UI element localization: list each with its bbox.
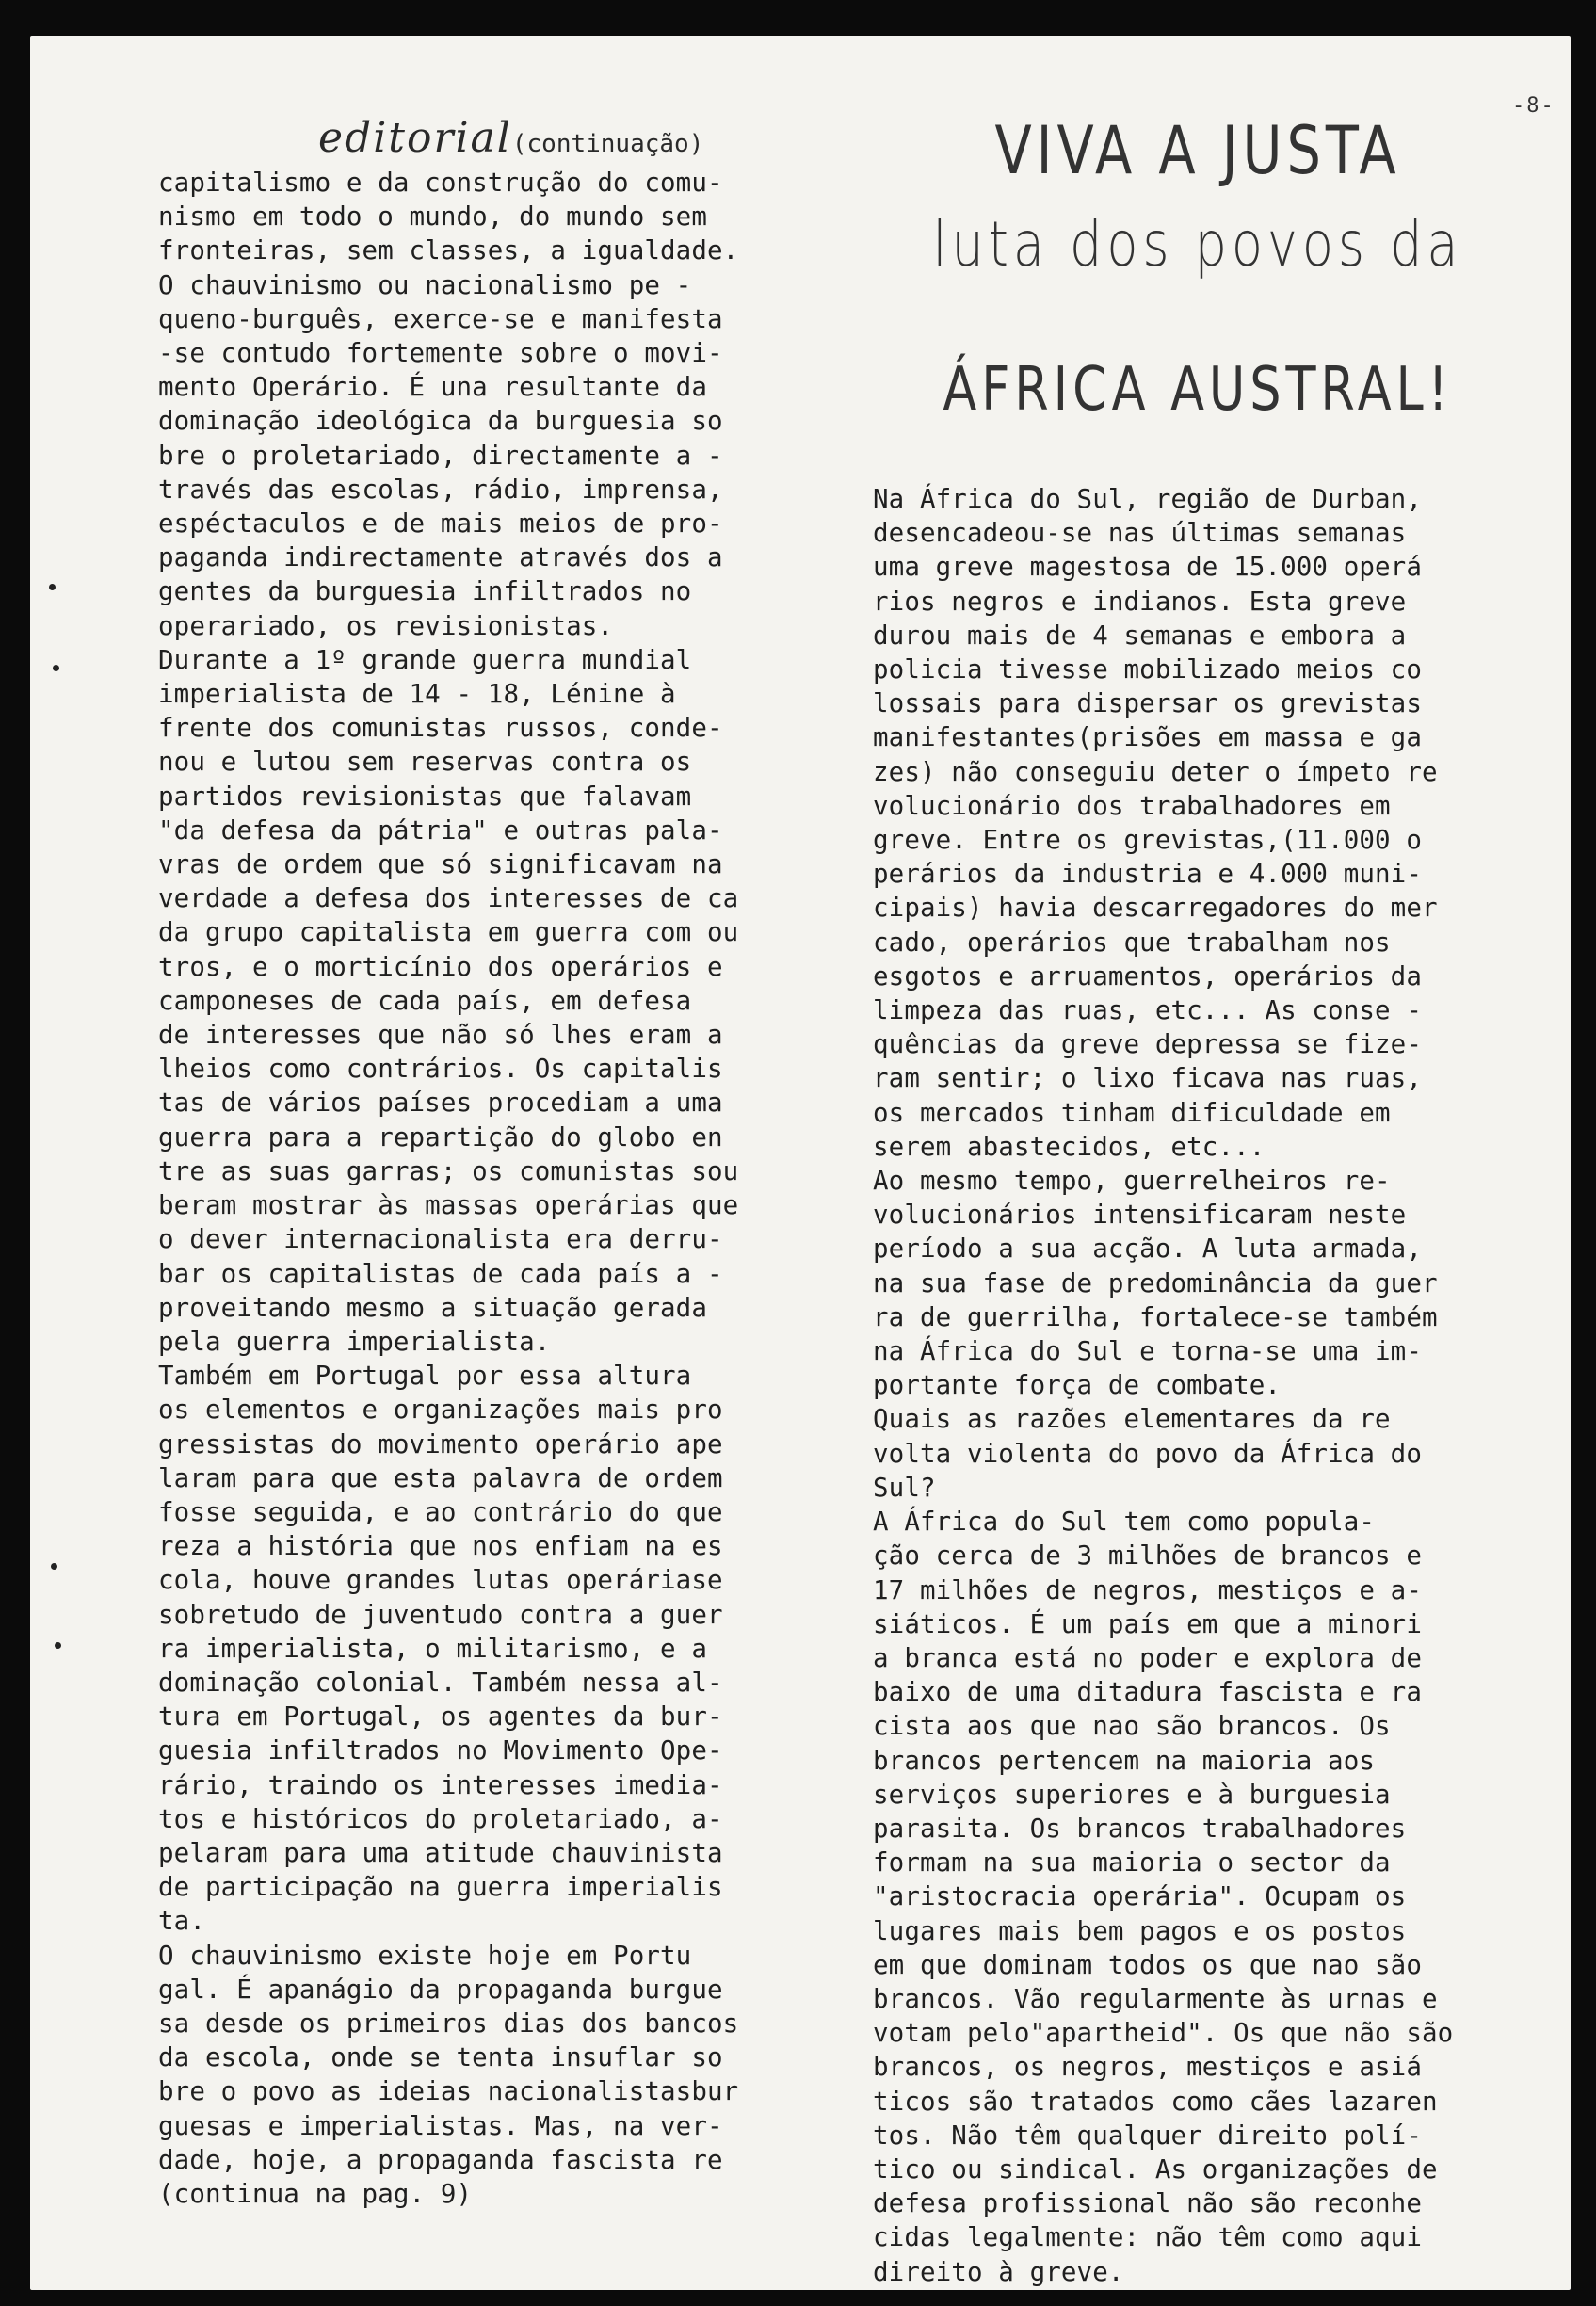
article-text-line: siáticos. É um país em que a minori xyxy=(873,1608,1422,1639)
editorial-text-line: tos e históricos do proletariado, a- xyxy=(158,1803,723,1834)
editorial-text-line: rário, traindo os interesses imedia- xyxy=(158,1769,723,1800)
punch-hole-mark xyxy=(53,665,59,671)
article-text-line: defesa profissional não são reconhe xyxy=(873,2188,1422,2219)
article-text-line: cado, operários que trabalham nos xyxy=(873,927,1391,958)
editorial-text-line: os elementos e organizações mais pro xyxy=(158,1395,723,1426)
article-text-line: Quais as razões elementares da re xyxy=(873,1404,1391,1435)
editorial-text-line: o dever internacionalista era derru- xyxy=(158,1224,723,1255)
editorial-text-line: capitalismo e da construção do comu- xyxy=(158,168,723,198)
article-text-line: cidas legalmente: não têm como aqui xyxy=(873,2222,1422,2253)
editorial-text-line: Também em Portugal por essa altura xyxy=(158,1361,692,1392)
article-text-line: manifestantes(prisões em massa e ga xyxy=(873,722,1422,753)
article-text-line: os mercados tinham dificuldade em xyxy=(873,1097,1391,1128)
editorial-text-line: bar os capitalistas de cada país a - xyxy=(158,1258,723,1289)
article-text-line: cipais) havia descarregadores do mer xyxy=(873,893,1438,924)
article-text-line: tos. Não têm qualquer direito polí- xyxy=(873,2120,1422,2151)
editorial-text-line: tas de vários países procediam a uma xyxy=(158,1088,723,1119)
editorial-text-line: sobretudo de juventudo contra a guer xyxy=(158,1599,723,1630)
editorial-text-line: guerra para a repartição do globo en xyxy=(158,1121,723,1153)
editorial-text-line: laram para que esta palavra de ordem xyxy=(158,1462,723,1493)
editorial-text-line: de interesses que não só lhes eram a xyxy=(158,1020,723,1051)
editorial-text-line: paganda indirectamente através dos a xyxy=(158,542,723,573)
editorial-text-line: lheios como contrários. Os capitalis xyxy=(158,1054,723,1085)
editorial-text-line: Durante a 1º grande guerra mundial xyxy=(158,644,692,675)
editorial-text-line: reza a história que nos enfiam na es xyxy=(158,1531,723,1562)
article-text-line: na África do Sul e torna-se uma im- xyxy=(873,1336,1422,1367)
editorial-text-line: da escola, onde se tenta insuflar so xyxy=(158,2042,723,2073)
editorial-text-line: da grupo capitalista em guerra com ou xyxy=(158,917,739,948)
editorial-text-line: dominação colonial. Também nessa al- xyxy=(158,1667,723,1698)
article-text-line: desencadeou-se nas últimas semanas xyxy=(873,518,1407,549)
editorial-text-line: pela guerra imperialista. xyxy=(158,1326,551,1357)
article-text-line: volucionário dos trabalhadores em xyxy=(873,790,1391,821)
article-text-line: ticos são tratados como cães lazaren xyxy=(873,2086,1438,2117)
headline-line-1: VIVA A JUSTA xyxy=(994,112,1401,189)
article-text-line: ra de guerrilha, fortalece-se também xyxy=(873,1301,1438,1332)
article-text-line: quências da greve depressa se fize- xyxy=(873,1029,1422,1060)
editorial-text-line: sa desde os primeiros dias dos bancos xyxy=(158,2008,739,2039)
editorial-text-line: nou e lutou sem reservas contra os xyxy=(158,747,692,778)
headline-line-2: luta dos povos da xyxy=(932,208,1463,281)
editorial-text-line: tura em Portugal, os agentes da bur- xyxy=(158,1701,723,1733)
article-text-line: volucionários intensificaram neste xyxy=(873,1200,1407,1231)
editorial-text-line: tre as suas garras; os comunistas sou xyxy=(158,1155,739,1186)
page-number: -8- xyxy=(1512,94,1556,118)
article-text-line: lugares mais bem pagos e os postos xyxy=(873,1915,1407,1946)
article-text-line: Na África do Sul, região de Durban, xyxy=(873,484,1422,514)
editorial-text-line: (continua na pag. 9) xyxy=(158,2178,473,2209)
editorial-heading xyxy=(318,111,836,166)
editorial-text-line: vras de ordem que só significavam na xyxy=(158,849,723,880)
editorial-text-line: fosse seguida, e ao contrário do que xyxy=(158,1496,723,1527)
editorial-text-line: fronteiras, sem classes, a igualdade. xyxy=(158,235,739,266)
article-text-line: Sul? xyxy=(873,1472,936,1503)
article-text-line: rios negros e indianos. Esta greve xyxy=(873,586,1407,617)
editorial-text-line: través das escolas, rádio, imprensa, xyxy=(158,474,723,505)
editorial-text-line: dominação ideológica da burguesia so xyxy=(158,406,723,437)
editorial-text-line: guesia infiltrados no Movimento Ope- xyxy=(158,1735,723,1766)
article-text-line: formam na sua maioria o sector da xyxy=(873,1847,1391,1879)
article-text-line: cista aos que nao são brancos. Os xyxy=(873,1711,1391,1742)
editorial-text-line: O chauvinismo existe hoje em Portu xyxy=(158,1940,692,1971)
editorial-continuation-label: (continuação) xyxy=(511,130,704,158)
article-text-line: perários da industria e 4.000 muni- xyxy=(873,859,1422,890)
editorial-text-line: cola, houve grandes lutas operáriase xyxy=(158,1565,723,1596)
editorial-text-line: bre o proletariado, directamente a - xyxy=(158,440,723,471)
editorial-text-line: gressistas do movimento operário ape xyxy=(158,1428,723,1459)
article-text-line: serem abastecidos, etc... xyxy=(873,1131,1266,1162)
article-text-line: parasita. Os brancos trabalhadores xyxy=(873,1813,1407,1844)
editorial-text-line: dade, hoje, a propaganda fascista re xyxy=(158,2144,723,2175)
editorial-text-line: guesas e imperialistas. Mas, na ver- xyxy=(158,2110,723,2141)
article-text-line: greve. Entre os grevistas,(11.000 o xyxy=(873,825,1422,856)
editorial-text-line: -se contudo fortemente sobre o movi- xyxy=(158,338,723,369)
article-text-line: período a sua acção. A luta armada, xyxy=(873,1234,1422,1265)
article-text-line: ram sentir; o lixo ficava nas ruas, xyxy=(873,1063,1422,1094)
article-text-line: policia tivesse mobilizado meios co xyxy=(873,654,1422,685)
article-text-line: direito à greve. xyxy=(873,2256,1124,2287)
editorial-text-line: frente dos comunistas russos, conde- xyxy=(158,713,723,744)
article-text-line: ção cerca de 3 milhões de brancos e xyxy=(873,1540,1422,1572)
article-text-line: brancos pertencem na maioria aos xyxy=(873,1745,1376,1776)
editorial-text-line: partidos revisionistas que falavam xyxy=(158,781,692,812)
editorial-text-line: de participação na guerra imperialis xyxy=(158,1872,723,1903)
article-text-line: votam pelo"apartheid". Os que não são xyxy=(873,2018,1454,2049)
article-text-line: Ao mesmo tempo, guerrelheiros re- xyxy=(873,1166,1391,1197)
editorial-text-line: beram mostrar às massas operárias que xyxy=(158,1190,739,1221)
article-text-line: serviços superiores e à burguesia xyxy=(873,1779,1391,1810)
editorial-text-line: mento Operário. É una resultante da xyxy=(158,372,707,403)
article-text-line: volta violenta do povo da África do xyxy=(873,1438,1422,1469)
editorial-text-line: proveitando mesmo a situação gerada xyxy=(158,1292,707,1323)
article-text-line: brancos. Vão regularmente às urnas e xyxy=(873,1983,1438,2014)
editorial-text-line: gal. É apanágio da propaganda burgue xyxy=(158,1974,723,2005)
article-text-line: zes) não conseguiu deter o ímpeto re xyxy=(873,756,1438,787)
article-text-line: uma greve magestosa de 15.000 operá xyxy=(873,552,1422,583)
article-text-line: brancos, os negros, mestiços e asiá xyxy=(873,2052,1422,2083)
article-text-line: esgotos e arruamentos, operários da xyxy=(873,960,1422,992)
article-text-line: lossais para dispersar os grevistas xyxy=(873,688,1422,719)
editorial-text-line: tros, e o morticínio dos operários e xyxy=(158,951,723,982)
editorial-text-line: ta. xyxy=(158,1906,205,1937)
editorial-text-line: camponeses de cada país, em defesa xyxy=(158,985,692,1016)
editorial-text-line: queno-burguês, exerce-se e manifesta xyxy=(158,303,723,334)
editorial-text-line: espéctaculos e de mais meios de pro- xyxy=(158,508,723,540)
editorial-title: editorial xyxy=(318,114,512,162)
article-body xyxy=(873,482,1523,2289)
editorial-text-line: ra imperialista, o militarismo, e a xyxy=(158,1633,707,1664)
editorial-body xyxy=(158,166,836,2211)
article-text-line: A África do Sul tem como popula- xyxy=(873,1507,1376,1538)
article-text-line: baixo de uma ditadura fascista e ra xyxy=(873,1677,1422,1708)
editorial-text-line: bre o povo as ideias nacionalistasbur xyxy=(158,2076,739,2107)
editorial-text-line: pelaram para uma atitude chauvinista xyxy=(158,1837,723,1868)
editorial-text-line: verdade a defesa dos interesses de ca xyxy=(158,883,739,914)
article-text-line: 17 milhões de negros, mestiços e a- xyxy=(873,1574,1422,1605)
article-text-line: em que dominam todos os que nao são xyxy=(873,1949,1422,1980)
article-text-line: tico ou sindical. As organizações de xyxy=(873,2153,1438,2185)
punch-hole-mark xyxy=(51,1563,57,1570)
editorial-text-line: operariado, os revisionistas. xyxy=(158,610,614,641)
article-text-line: "aristocracia operária". Ocupam os xyxy=(873,1881,1407,1912)
editorial-column xyxy=(158,111,836,2211)
headline-line-3: ÁFRICA AUSTRAL! xyxy=(943,355,1453,425)
article-text-line: portante força de combate. xyxy=(873,1370,1282,1401)
editorial-text-line: O chauvinismo ou nacionalismo pe - xyxy=(158,269,692,300)
article-text-line: durou mais de 4 semanas e embora a xyxy=(873,620,1407,651)
editorial-text-line: imperialista de 14 - 18, Lénine à xyxy=(158,679,676,710)
article-text-line: a branca está no poder e explora de xyxy=(873,1642,1422,1673)
punch-hole-mark xyxy=(55,1642,61,1649)
editorial-text-line: gentes da burguesia infiltrados no xyxy=(158,576,692,607)
editorial-text-line: "da defesa da pátria" e outras pala- xyxy=(158,814,723,846)
article-text-line: na sua fase de predominância da guer xyxy=(873,1267,1438,1298)
article-column xyxy=(873,111,1523,2289)
article-text-line: limpeza das ruas, etc... As conse - xyxy=(873,995,1422,1026)
editorial-text-line: nismo em todo o mundo, do mundo sem xyxy=(158,202,707,233)
punch-hole-mark xyxy=(49,584,56,590)
